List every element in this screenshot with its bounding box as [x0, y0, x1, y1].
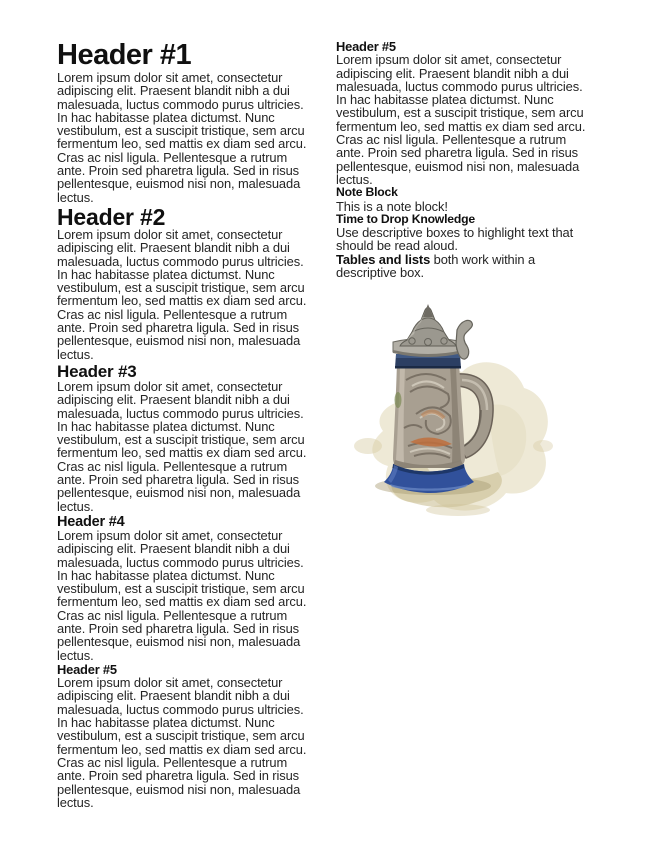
note-block-text: This is a note block! [336, 198, 448, 214]
paragraph-1: Lorem ipsum dolor sit amet, consectetur adipiscing elit. Praesent blandit nibh a dui malesuada, luctus commodo purus ultricies. In hac habitasse platea dictumst. Nunc vestibulum, est a suscipit tristique, sem arcu fermentum leo, sed mattis ex diam sed arcu. Cras ac nisl ligula. Pellentesque a rutrum ante. Proin sed pharetra ligula. Sed in risus pellentesque, euismod nisi non, malesuada lectus. [57, 70, 307, 205]
right-column [336, 40, 590, 824]
header-4: Header #4 [57, 513, 125, 530]
knowledge-block-label: Time to Drop Knowledge [336, 211, 475, 226]
stein-body [393, 362, 465, 468]
paragraph-2: Lorem ipsum dolor sit amet, consectetur adipiscing elit. Praesent blandit nibh a dui malesuada, luctus commodo purus ultricies. In hac habitasse platea dictumst. Nunc vestibulum, est a suscipit tristique, sem arcu fermentum leo, sed mattis ex diam sed arcu. Cras ac nisl ligula. Pellentesque a rutrum ante. Proin sed pharetra ligula. Sed in risus pellentesque, euismod nisi non, malesuada lectus. [57, 226, 307, 362]
tables-and-lists-rest: both work within a descriptive box. [336, 251, 536, 281]
tables-and-lists-bold: Tables and lists [336, 251, 431, 267]
paragraph-5: Lorem ipsum dolor sit amet, consectetur adipiscing elit. Praesent blandit nibh a dui malesuada, luctus commodo purus ultricies. In hac habitasse platea dictumst. Nunc vestibulum, est a suscipit tristique, sem arcu fermentum leo, sed mattis ex diam sed arcu. Cras ac nisl ligula. Pellentesque a rutrum ante. Proin sed pharetra ligula. Sed in risus pellentesque, euismod nisi non, malesuada lectus. [57, 675, 307, 810]
paragraph-3: Lorem ipsum dolor sit amet, consectetur adipiscing elit. Praesent blandit nibh a dui malesuada, luctus commodo purus ultricies. In hac habitasse platea dictumst. Nunc vestibulum, est a suscipit tristique, sem arcu fermentum leo, sed mattis ex diam sed arcu. Cras ac nisl ligula. Pellentesque a rutrum ante. Proin sed pharetra ligula. Sed in risus pellentesque, euismod nisi non, malesuada lectus. [57, 378, 307, 514]
paragraph-4: Lorem ipsum dolor sit amet, consectetur adipiscing elit. Praesent blandit nibh a dui malesuada, luctus commodo purus ultricies. In hac habitasse platea dictumst. Nunc vestibulum, est a suscipit tristique, sem arcu fermentum leo, sed mattis ex diam sed arcu. Cras ac nisl ligula. Pellentesque a rutrum ante. Proin sed pharetra ligula. Sed in risus pellentesque, euismod nisi non, malesuada lectus. [57, 527, 307, 663]
header-5-right: Header #5 [336, 39, 396, 54]
stein-lid [393, 304, 472, 359]
paragraph-6: Lorem ipsum dolor sit amet, consectetur adipiscing elit. Praesent blandit nibh a dui malesuada, luctus commodo purus ultricies. In hac habitasse platea dictumst. Nunc vestibulum, est a suscipit tristique, sem arcu fermentum leo, sed mattis ex diam sed arcu. Cras ac nisl ligula. Pellentesque a rutrum ante. Proin sed pharetra ligula. Sed in risus pellentesque, euismod nisi non, malesuada lectus. [336, 52, 586, 187]
header-3: Header #3 [57, 361, 137, 381]
left-column [57, 40, 311, 824]
beer-stein-svg [338, 296, 638, 566]
knowledge-block-text: Use descriptive boxes to highlight text that should be read aloud. [336, 225, 574, 254]
lid-thumb-lever [456, 321, 472, 360]
header-5-left: Header #5 [57, 661, 117, 677]
tables-and-lists-line [336, 253, 590, 280]
beer-stein-illustration [336, 296, 590, 566]
header-1: Header #1 [57, 39, 192, 71]
header-2: Header #2 [57, 203, 166, 230]
note-block-label: Note Block [336, 185, 398, 200]
